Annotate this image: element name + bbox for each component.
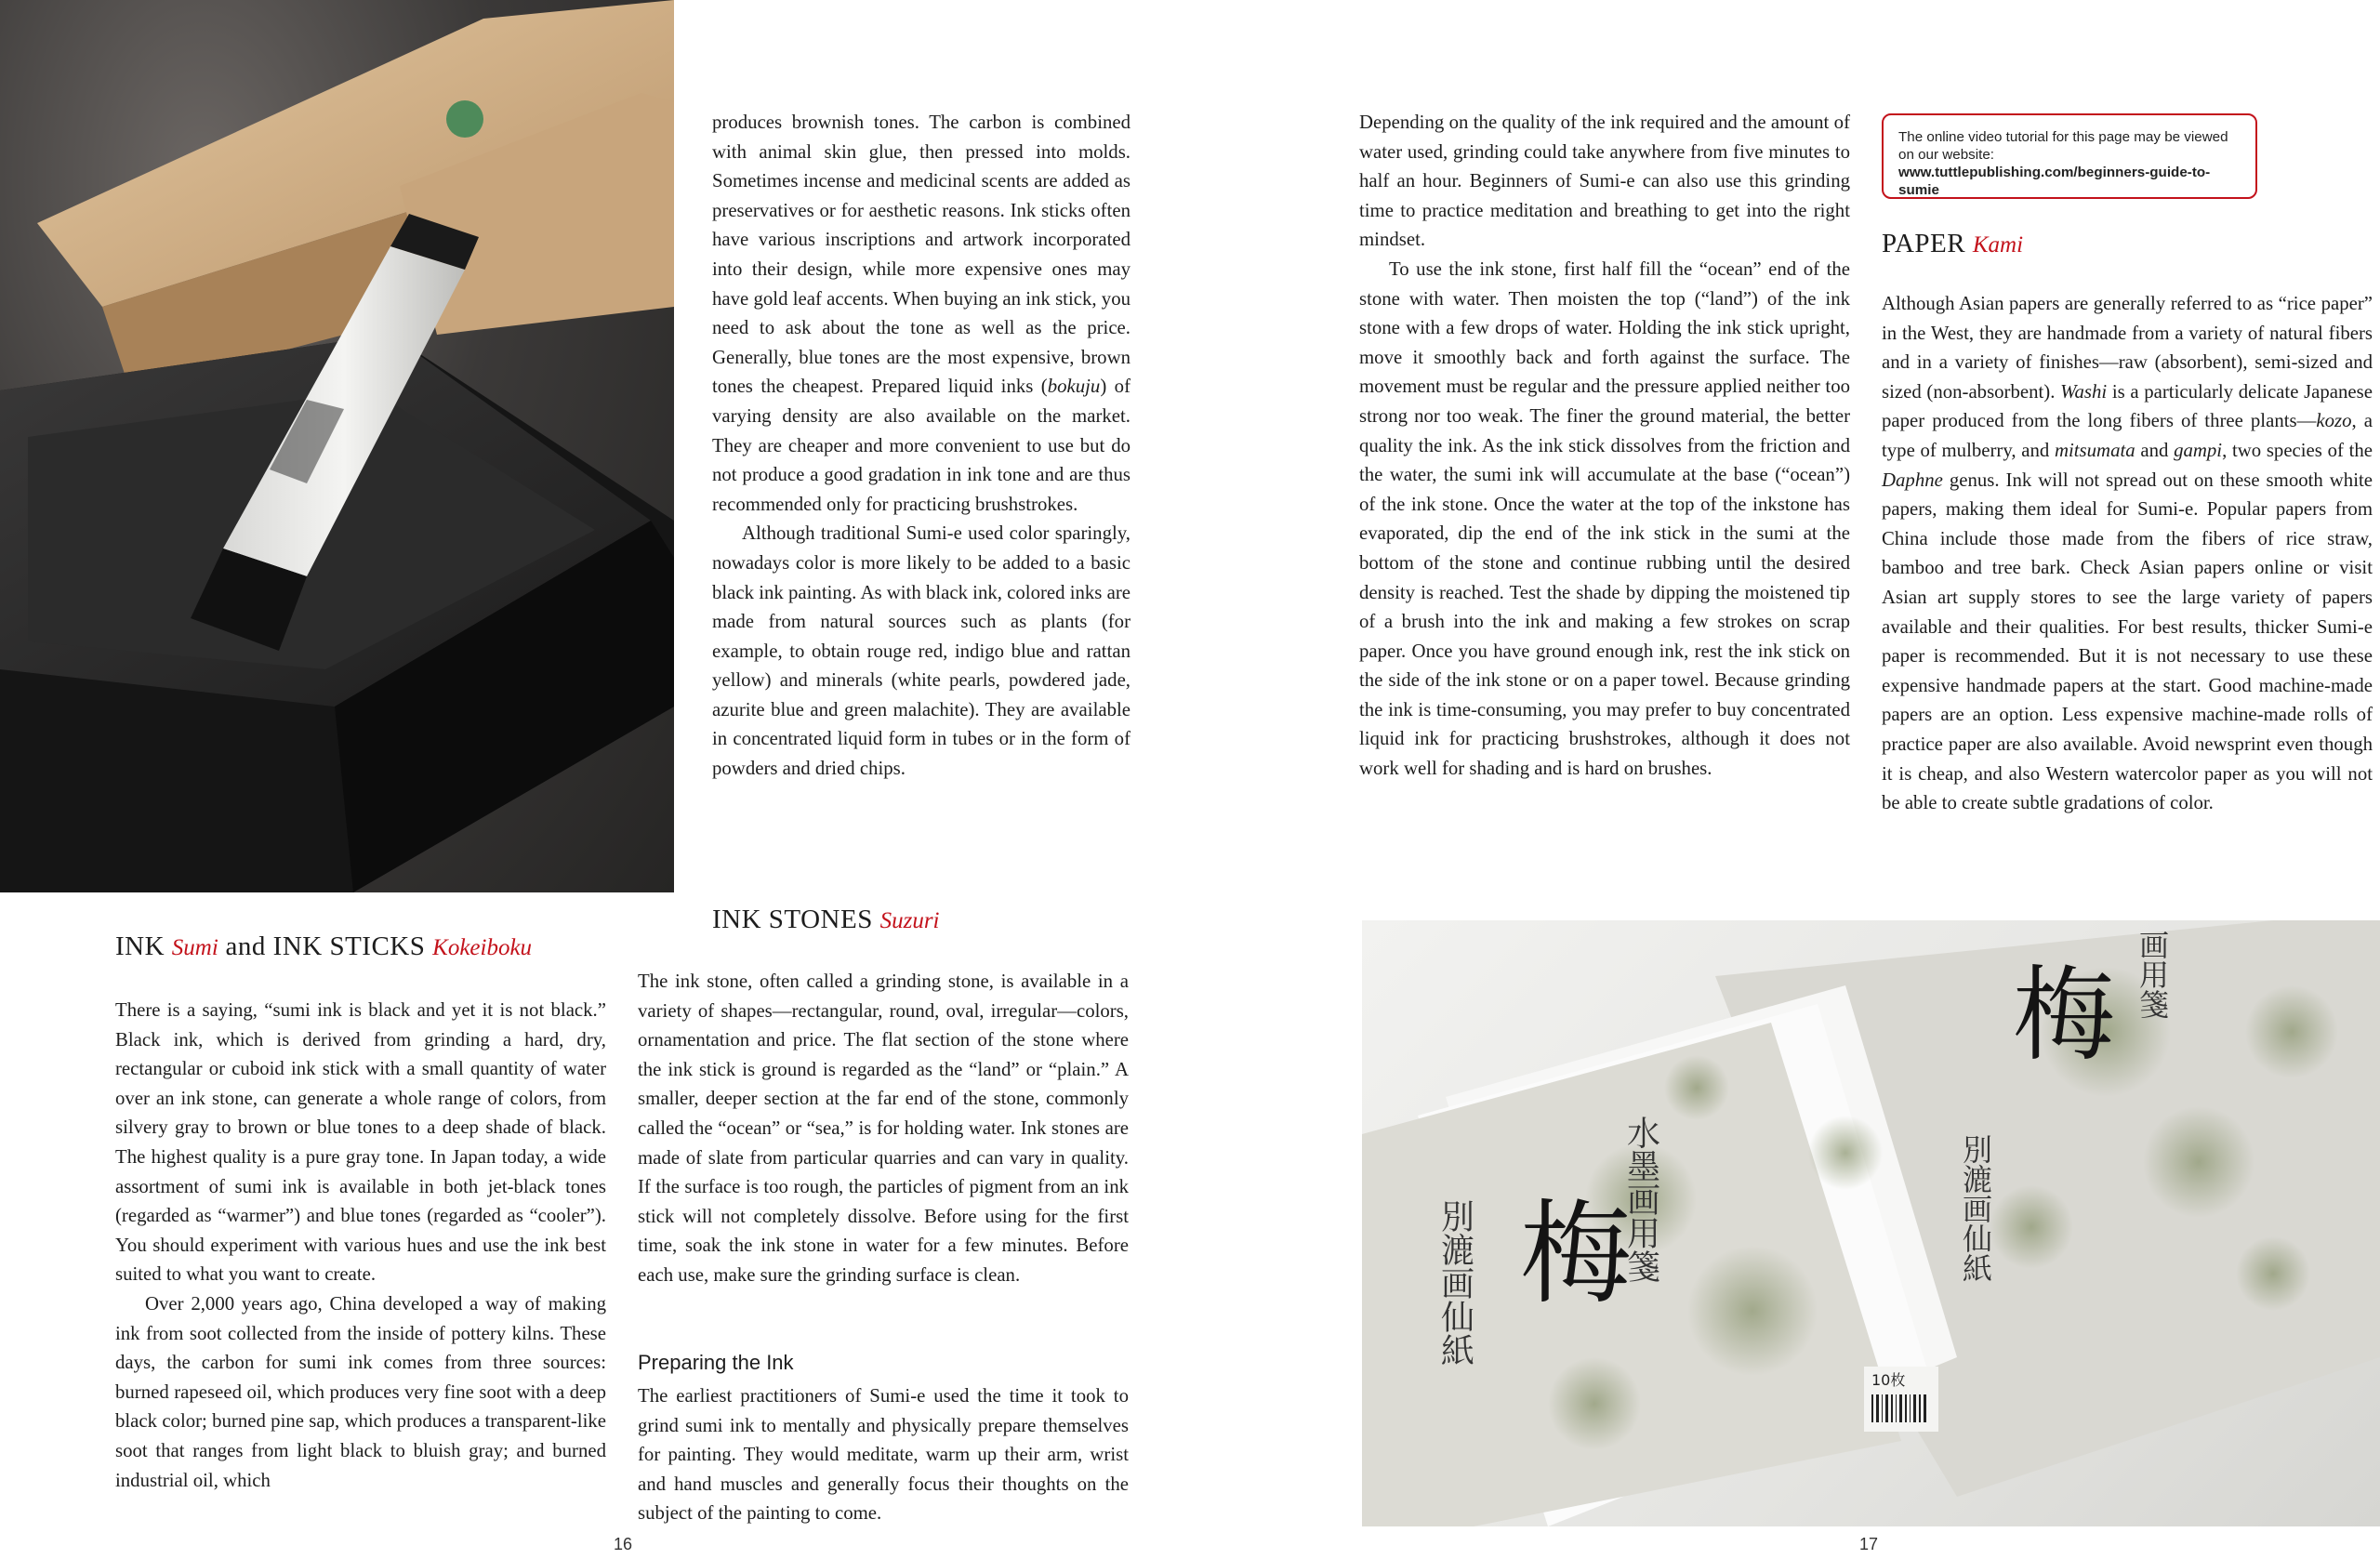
text-run: , a type of mulberry, and (1882, 410, 2373, 461)
japanese-term: Suzuri (879, 908, 940, 933)
preparing-ink-body (638, 1381, 1129, 1528)
ink-section-body (115, 996, 606, 1495)
ink-stones-body (638, 967, 1129, 1290)
front-vertical-text-1: 水墨画用箋 (1621, 1116, 1660, 1283)
italic-term: Daphne (1882, 469, 1943, 491)
ink-section-heading (115, 931, 532, 962)
column-3 (1359, 108, 1850, 784)
text-run: genus. Ink will not spread out on these smooth white papers, making them ideal for Sumi-e. Popular papers from China include those made from the fibers of rice straw, bamboo and tree bark. Check Asian papers online or visit Asian art supply stores to see the large variety of papers available and their qualities. For best results, thicker Sumi-e paper is recommended. But it is not necessary to use these expensive handmade papers at the start. Good machine-made papers are an option. Less expensive machine-made rolls of practice paper are also available. Avoid newsprint even though it is cheap, and also Western watercolor paper as you will not be able to create subtle gradations of color. (1882, 469, 2373, 814)
text-run: and (2135, 439, 2175, 461)
back-vertical-text-1: 画用箋 (2135, 930, 2170, 1019)
callout-text: The online video tutorial for this page may be viewed on our website: (1898, 129, 2228, 163)
paragraph: To use the ink stone, first half fill the “ocean” end of the stone with water. Then moisten the top (“land”) of the ink stone with a few drops of water. Holding the ink stick upright, move it smoothly back and forth against the surface. The movement must be regular and the pressure applied neither too strong nor too weak. The finer the ground material, the better quality the ink. As the ink stick dissolves from the friction and the water, the sumi ink will accumulate at the base (“ocean”) of the ink stone. Once the water at the top of the inkstone has evaporated, dip the end of the ink stick in the sumi at the bottom of the stone and continue rubbing until the desired density is reached. Test the shade by dipping the moistened tip of a brush into the ink and making a few strokes on scrap paper. Once you have ground enough ink, rest the ink stick on the side of the ink stone or on a paper towel. Because grinding the ink is time-consuming, you may prefer to buy concentrated liquid ink for practicing brushstrokes, although it does not work well for shading and is hard on brushes. (1359, 258, 1850, 780)
italic-term: gampi (2174, 439, 2223, 461)
italic-term: bokuju (1047, 376, 1101, 398)
text-run: produces brownish tones. The carbon is combined with animal skin glue, then pressed into molds. Sometimes incense and medicinal scents are added as preservatives or for aesthetic reasons. Ink sticks often have various inscriptions and artwork incorporated into their design, while more expensive ones may have gold leaf accents. When buying an ink stick, you need to ask about the tone as well as the price. Generally, blue tones are the most expensive, brown tones the cheapest. Prepared liquid inks ( (712, 112, 1130, 398)
paper-section-heading (1882, 229, 2023, 259)
back-vertical-text-2: 別漉画仙紙 (1958, 1134, 1993, 1283)
paper-pads-illustration (1362, 920, 2380, 1526)
heading-text: PAPER (1882, 229, 1973, 258)
japanese-term: Kokeiboku (432, 935, 533, 960)
video-tutorial-callout (1882, 113, 2257, 199)
heading-text: INK STONES (712, 905, 880, 934)
text-run: , two species of the (2222, 439, 2373, 461)
preparing-ink-subheading: Preparing the Ink (638, 1351, 794, 1374)
japanese-term: Sumi (171, 935, 218, 960)
paragraph: The earliest practitioners of Sumi-e used the time it took to grind sumi ink to mentally and physically prepare themselves for painting. They would meditate, warm up their arm, wrist and hand muscles and generally focus their thoughts on the subject of the painting to come. (638, 1385, 1129, 1525)
page-number-left: 16 (614, 1535, 633, 1553)
heading-text: and INK STICKS (218, 931, 433, 961)
front-vertical-text-2: 別漉画仙紙 (1435, 1199, 1474, 1367)
paragraph: Although traditional Sumi-e used color sparingly, nowadays color is more likely to be added to a basic black ink painting. As with black ink, colored inks are made from natural sources such as plants (for example, to obtain rouge red, indigo blue and rattan yellow) and minerals (white pearls, powdered jade, azurite blue and green malachite). They are available in concentrated liquid form in tubes or in the form of powders and dried chips. (712, 522, 1130, 780)
heading-text: INK (115, 931, 172, 961)
column-1-continued (712, 108, 1130, 784)
paragraph: There is a saying, “sumi ink is black and yet it is not black.” Black ink, which is derived from grinding a hard, dry, rectangular or cuboid ink stick with a small quantity of water over an ink stone, can generate a whole range of colors, from silvery gray to brown or blue tones to a deep shade of black. The highest quality is a pure gray tone. In Japan today, a wide assortment of sumi ink is available in both jet-black tones (regarded as “warmer”) and blue tones (regarded as “cooler”). You should experiment with various hues and use the ink best suited to what you want to create. (115, 999, 606, 1286)
text-run: is a particularly delicate Japanese paper produced from the long fibers of three plants— (1882, 380, 2373, 432)
paper-section-body (1882, 289, 2373, 818)
ink-stone-illustration (0, 0, 674, 892)
ink-stones-heading (712, 905, 940, 935)
page-number-right: 17 (1859, 1535, 1879, 1553)
paragraph: The ink stone, often called a grinding stone, is available in a variety of shapes—rectangular, round, oval, irregular—colors, ornamentation and price. The flat section of the stone where the ink stick is ground is regarded as the “land” or “plain.” A smaller, deeper section at the far end of the stone, commonly called the “ocean” or “sea,” is for holding water. Ink stones are made of slate from particular quarries and can vary in quality. If the surface is too rough, the particles of pigment from an ink stick will not completely dissolve. Before using for the first time, soak the ink stone in water for a few minutes. Before each use, make sure the grinding surface is clean. (638, 971, 1129, 1286)
text-run: Although Asian papers are generally referred to as “rice paper” in the West, they are handmade from a variety of natural fibers and in a variety of finishes—raw (absorbent), semi-sized and sized (non-absorbent). (1882, 293, 2373, 403)
paragraph: Over 2,000 years ago, China developed a way of making ink from soot collected from the inside of pottery kilns. These days, the carbon for sumi ink comes from three sources: burned rapeseed oil, which produces very fine soot with a deep black color; burned pine sap, which produces a transparent-like soot that ranges from light black to bluish gray; and burned industrial oil, which (115, 1292, 606, 1491)
large-plum-character: 梅 (1520, 1190, 1632, 1319)
text-run: ) of varying density are also available on the market. They are cheaper and more convenient to use but do not produce a good gradation in ink tone and are thus recommended only for practicing brushstrokes. (712, 376, 1130, 515)
italic-term: kozo (2316, 410, 2352, 432)
paragraph: Depending on the quality of the ink required and the amount of water used, grinding could take anywhere from five minutes to half an hour. Beginners of Sumi-e can also use this grinding time to practice meditation and breathing to get into the right mindset. (1359, 112, 1850, 251)
sheet-count-label: 10枚 (1871, 1371, 1906, 1389)
paper-pads-photo (1362, 920, 2380, 1526)
japanese-term: Kami (1972, 232, 2024, 258)
italic-term: Washi (2060, 380, 2108, 403)
paragraph (712, 108, 1130, 519)
back-plum-character: 梅 (2013, 956, 2115, 1075)
ink-stick-photo (0, 0, 674, 892)
paragraph (1882, 289, 2373, 818)
italic-term: mitsumata (2054, 439, 2135, 461)
callout-url-link[interactable]: www.tuttlepublishing.com/beginners-guide-to-sumie (1898, 165, 2211, 198)
